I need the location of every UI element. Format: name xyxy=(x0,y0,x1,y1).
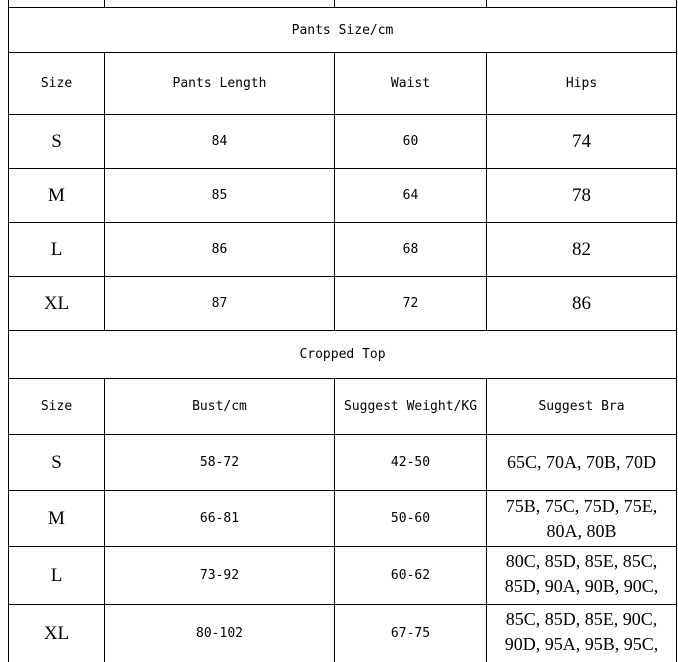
top-edge-cell xyxy=(487,0,677,8)
pants-title-row xyxy=(9,8,677,53)
pants-length-cell: 87 xyxy=(105,277,335,331)
top-section-title: Cropped Top xyxy=(9,331,677,379)
column-header: Waist xyxy=(335,53,487,115)
column-header: Suggest Bra xyxy=(487,379,677,435)
column-header: Size xyxy=(9,53,105,115)
top-header-row xyxy=(9,379,677,435)
table-row xyxy=(9,115,677,169)
bust-cell: 73-92 xyxy=(105,547,335,605)
waist-cell: 68 xyxy=(335,223,487,277)
weight-cell: 42-50 xyxy=(335,435,487,491)
bra-cell: 65C, 70A, 70B, 70D xyxy=(487,435,677,491)
pants-length-cell: 84 xyxy=(105,115,335,169)
table-row xyxy=(9,277,677,331)
hips-cell: 74 xyxy=(487,115,677,169)
weight-cell: 67-75 xyxy=(335,605,487,662)
size-cell: L xyxy=(9,547,105,605)
waist-cell: 60 xyxy=(335,115,487,169)
bust-cell: 80-102 xyxy=(105,605,335,662)
size-cell: M xyxy=(9,169,105,223)
table-row xyxy=(9,547,677,605)
top-title-row xyxy=(9,331,677,379)
column-header: Hips xyxy=(487,53,677,115)
column-header: Pants Length xyxy=(105,53,335,115)
table-row xyxy=(9,435,677,491)
size-cell: L xyxy=(9,223,105,277)
table-top-edge-row xyxy=(9,0,677,8)
size-cell: XL xyxy=(9,605,105,662)
table-row xyxy=(9,169,677,223)
table-row xyxy=(9,605,677,662)
top-edge-cell xyxy=(9,0,105,8)
top-edge-cell xyxy=(335,0,487,8)
size-chart-table xyxy=(8,0,677,662)
column-header: Suggest Weight/KG xyxy=(335,379,487,435)
pants-length-cell: 85 xyxy=(105,169,335,223)
size-cell: XL xyxy=(9,277,105,331)
hips-cell: 86 xyxy=(487,277,677,331)
table-row xyxy=(9,223,677,277)
top-edge-cell xyxy=(105,0,335,8)
weight-cell: 50-60 xyxy=(335,491,487,547)
pants-section-title: Pants Size/cm xyxy=(9,8,677,53)
column-header: Size xyxy=(9,379,105,435)
bust-cell: 58-72 xyxy=(105,435,335,491)
bra-cell: 80C, 85D, 85E, 85C, 85D, 90A, 90B, 90C, xyxy=(487,547,677,605)
hips-cell: 78 xyxy=(487,169,677,223)
bra-cell: 75B, 75C, 75D, 75E, 80A, 80B xyxy=(487,491,677,547)
size-cell: S xyxy=(9,435,105,491)
bust-cell: 66-81 xyxy=(105,491,335,547)
size-cell: S xyxy=(9,115,105,169)
pants-header-row xyxy=(9,53,677,115)
waist-cell: 64 xyxy=(335,169,487,223)
weight-cell: 60-62 xyxy=(335,547,487,605)
column-header: Bust/cm xyxy=(105,379,335,435)
hips-cell: 82 xyxy=(487,223,677,277)
pants-length-cell: 86 xyxy=(105,223,335,277)
size-cell: M xyxy=(9,491,105,547)
table-row xyxy=(9,491,677,547)
waist-cell: 72 xyxy=(335,277,487,331)
bra-cell: 85C, 85D, 85E, 90C, 90D, 95A, 95B, 95C, xyxy=(487,605,677,662)
